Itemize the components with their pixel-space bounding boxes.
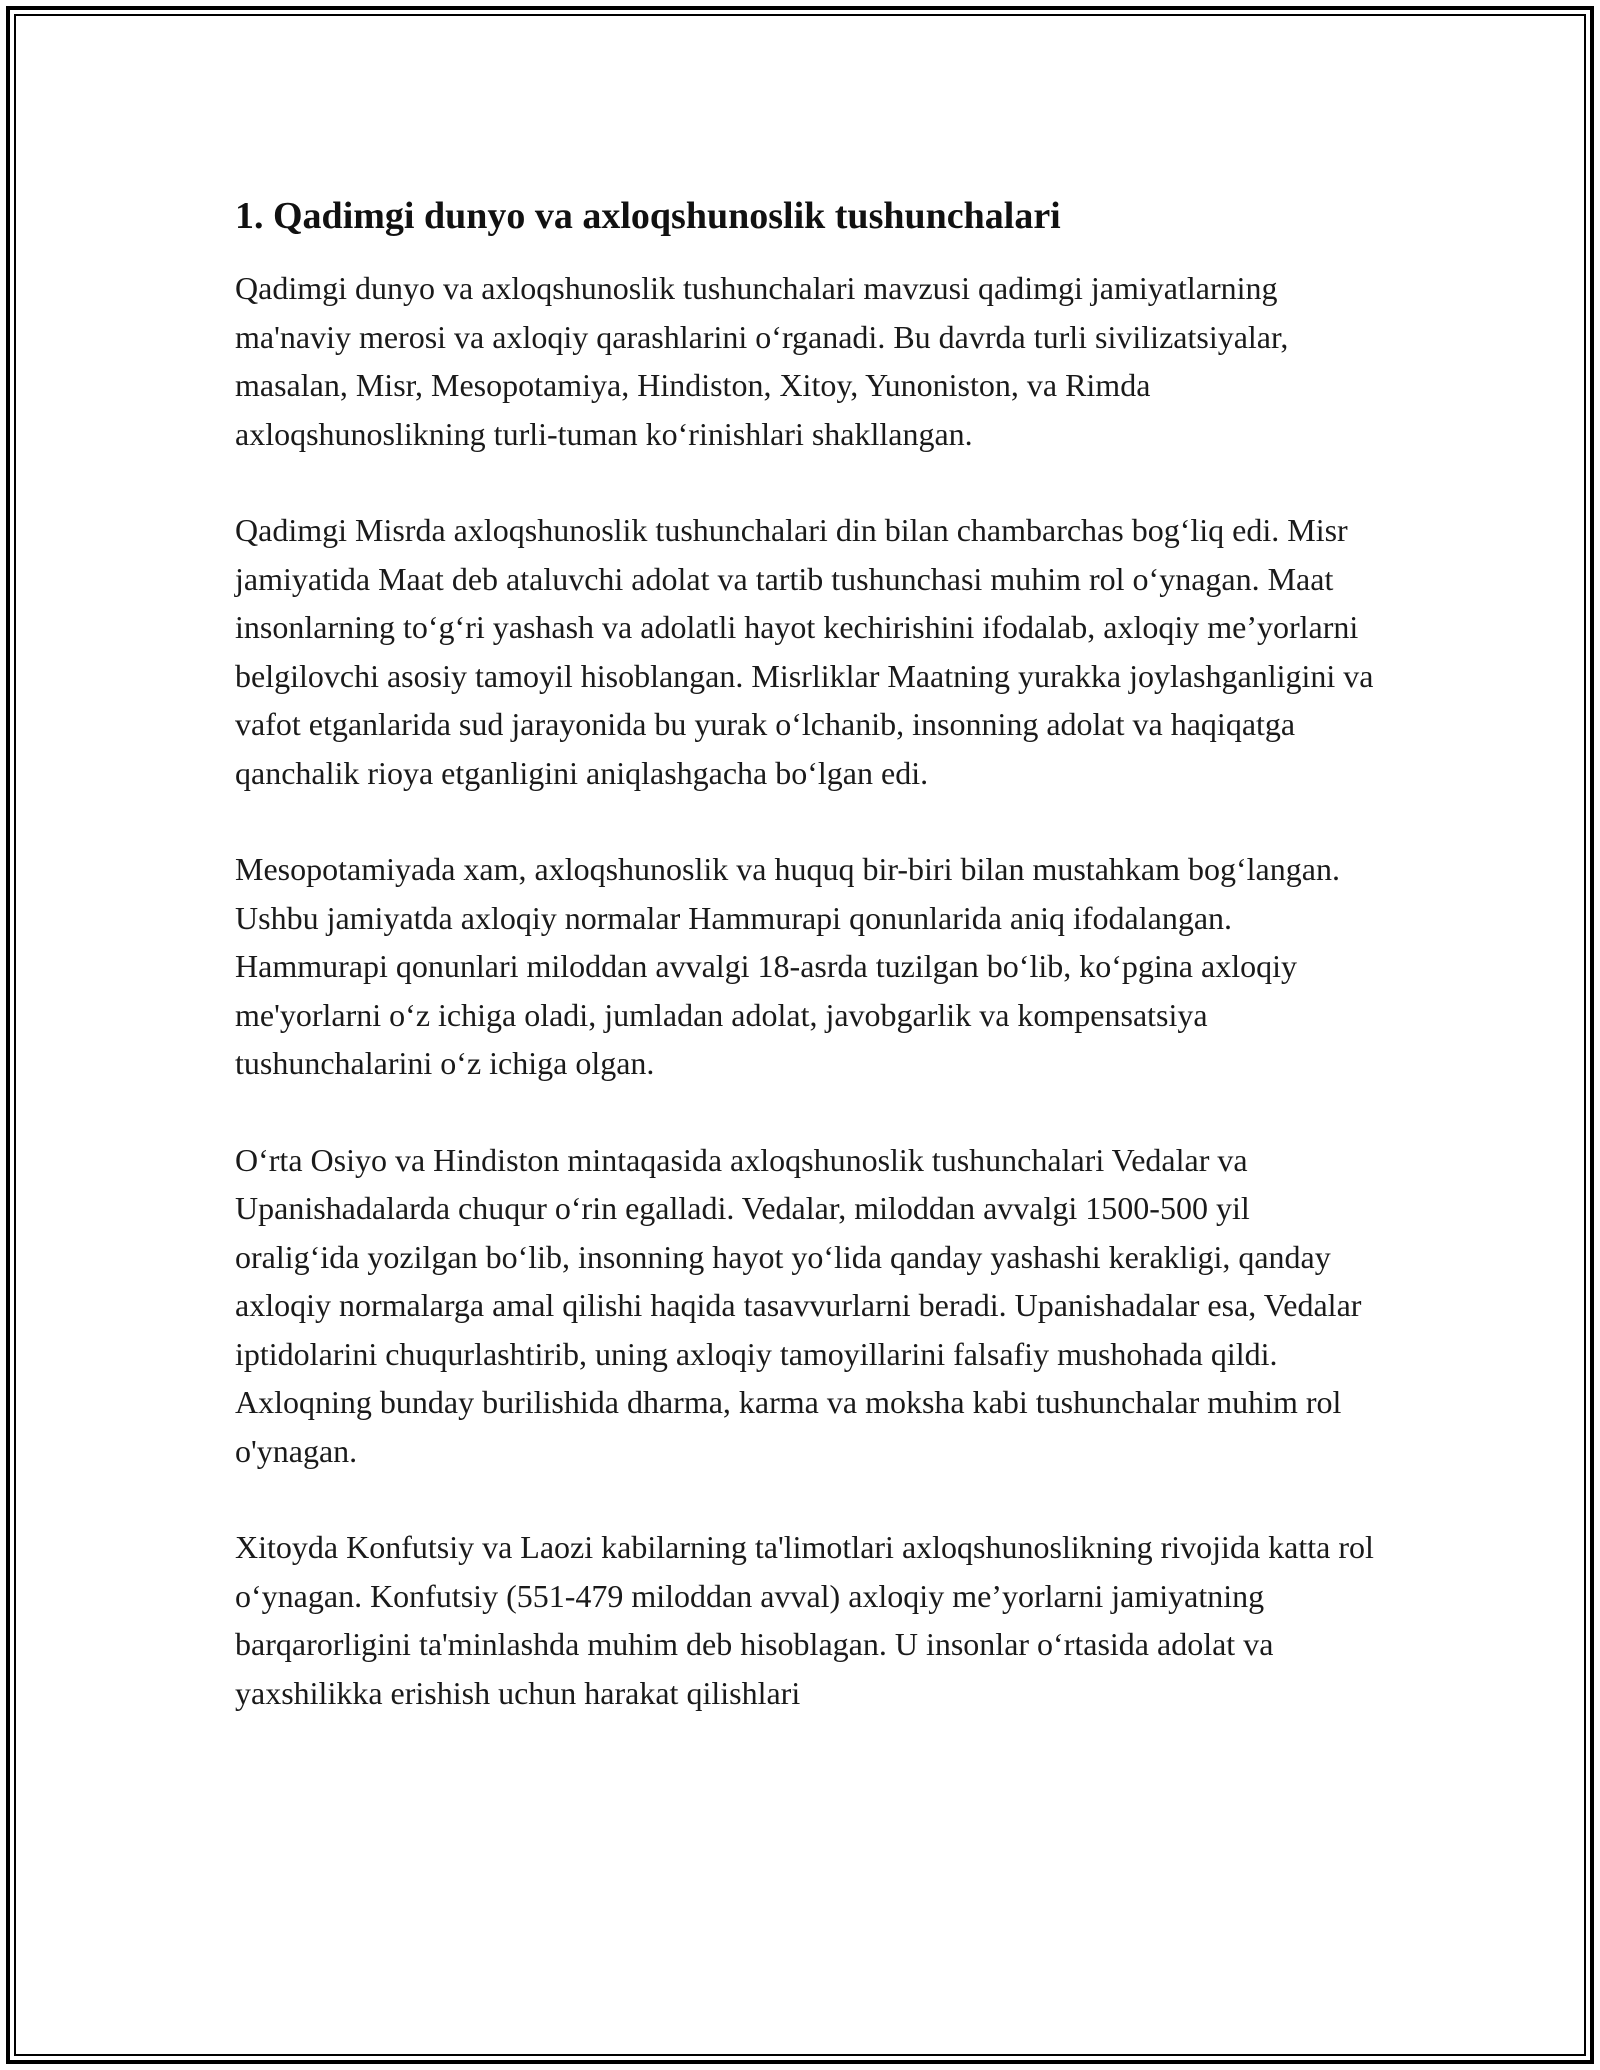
paragraph-mesopotamia: Mesopotamiyada xam, axloqshunoslik va huquq bir-biri bilan mustahkam bog‘langan. Ushbu jamiyatda axloqiy normalar Hammurapi qonunlarida aniq ifodalangan. Hammurapi qonunlari miloddan avvalgi 18-asrda tuzilgan bo‘lib, ko‘pgina axloqiy me'yorlarni o‘z ichiga oladi, jumladan adolat, javobgarlik va kompensatsiya tushunchalarini o‘z ichiga olgan.	[235, 851, 1340, 1081]
document-body	[235, 188, 1375, 1765]
paragraph-china: Xitoyda Konfutsiy va Laozi kabilarning ta'limotlari axloqshunoslikning rivojida katta rol o‘ynagan. Konfutsiy (551-479 miloddan avval) axloqiy me’yorlarni jamiyatning barqarorligini ta'minlashda muhim deb hisoblagan. U insonlar o‘rtasida adolat va yaxshilikka erishish uchun harakat qilishlari	[235, 1529, 1374, 1711]
section-heading: 1. Qadimgi dunyo va axloqshunoslik tushunchalari	[235, 195, 1061, 237]
paragraph-introduction: Qadimgi dunyo va axloqshunoslik tushunchalari mavzusi qadimgi jamiyatlarning ma'naviy merosi va axloqiy qarashlarini o‘rganadi. Bu davrda turli sivilizatsiyalar, masalan, Misr, Mesopotamiya, Hindiston, Xitoy, Yunoniston, va Rimda axloqshunoslikning turli-tuman ko‘rinishlari shakllangan.	[235, 270, 1289, 452]
paragraph-india: O‘rta Osiyo va Hindiston mintaqasida axloqshunoslik tushunchalari Vedalar va Upanishadalarda chuqur o‘rin egalladi. Vedalar, miloddan avvalgi 1500-500 yil oralig‘ida yozilgan bo‘lib, insonning hayot yo‘lida qanday yashashi kerakligi, qanday axloqiy normalarga amal qilishi haqida tasavvurlarni beradi. Upanishadalar esa, Vedalar iptidolarini chuqurlashtirib, uning axloqiy tamoyillarini falsafiy mushohada qildi. Axloqning bunday burilishida dharma, karma va moksha kabi tushunchalar muhim rol o'ynagan.	[235, 1141, 1362, 1469]
paragraph-egypt: Qadimgi Misrda axloqshunoslik tushunchalari din bilan chambarchas bog‘liq edi. Misr jamiyatida Maat deb ataluvchi adolat va tartib tushunchasi muhim rol o‘ynagan. Maat insonlarning to‘g‘ri yashash va adolatli hayot kechirishini ifodalab, axloqiy me’yorlarni belgilovchi asosiy tamoyil hisoblangan. Misrliklar Maatning yurakka joylashganligini va vafot etganlarida sud jarayonida bu yurak o‘lchanib, insonning adolat va haqiqatga qanchalik rioya etganligini aniqlashgacha bo‘lgan edi.	[235, 512, 1374, 791]
